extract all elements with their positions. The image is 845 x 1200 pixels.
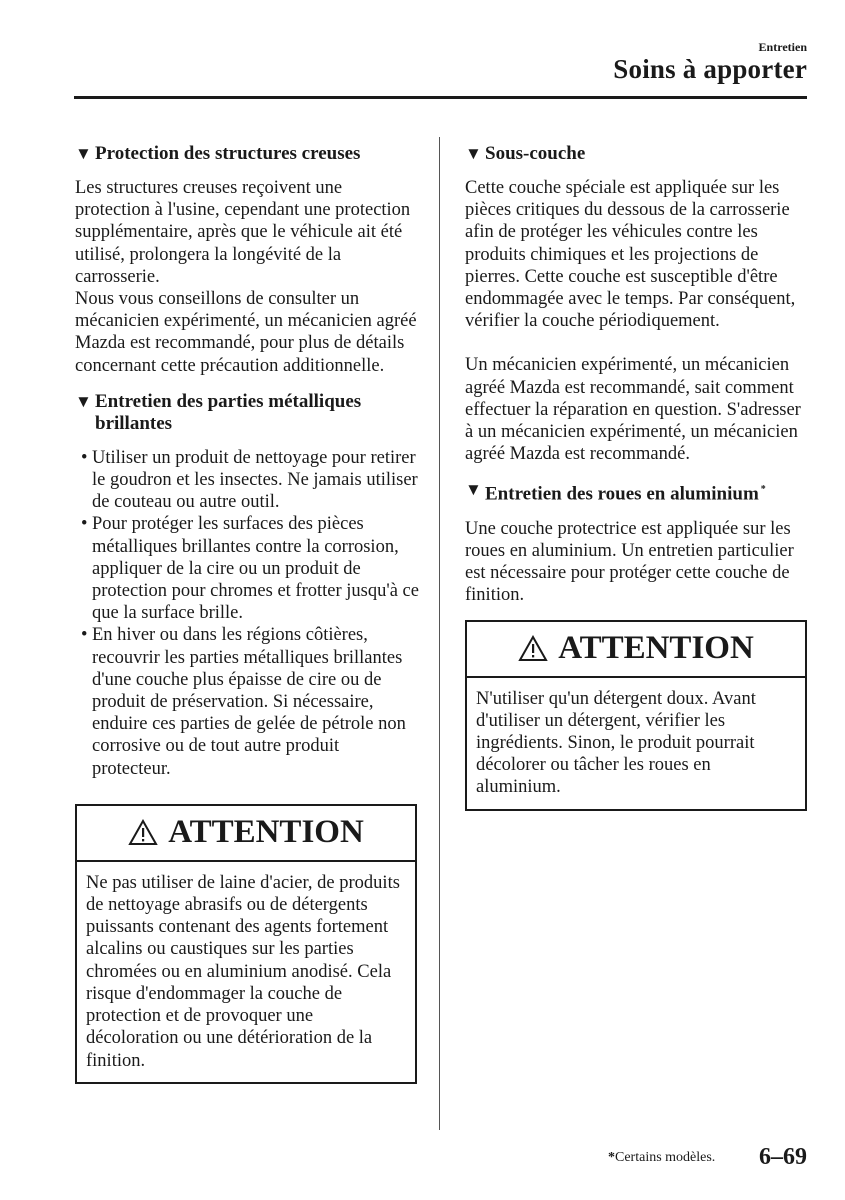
heading-text: Entretien des parties métalliques brillantes [95,390,362,434]
attention-box [75,804,417,1084]
attention-title: ATTENTION [168,814,364,851]
page-title: Soins à apporter [613,54,807,84]
heading-underbody [465,143,809,165]
warning-triangle-icon [128,819,158,846]
list-item: • En hiver ou dans les régions côtières, recouvrir les parties métalliques brillantes d'une couche plus épaisse de cire ou de produit de préservation. Si nécessaire, enduire ces parties de gelée de pétrole non corrosive ou de tout autre produit protecteur. [75,624,419,779]
column-divider [439,137,440,1130]
triangle-down-icon: ▼ [465,144,482,163]
paragraph: Une couche protectrice est appliquée sur les roues en aluminium. Un entretien particulier est nécessaire pour protéger cette couche de finition. [465,518,794,606]
heading-aluminium-wheels [465,479,809,505]
attention-text: N'utiliser qu'un détergent doux. Avant d'utiliser un détergent, vérifier les ingrédients. Sinon, le produit pourrait décolorer ou tâcher les roues en aluminium. [476,688,756,798]
footer-note-mark: * [608,1150,615,1165]
heading-text-wrap [485,479,766,505]
header-rule [74,96,807,99]
footer-note [608,1150,715,1166]
attention-title: ATTENTION [558,630,754,667]
bullet-list [75,447,419,780]
heading-text: Sous-couche [485,143,586,164]
page-number: 6–69 [759,1144,807,1170]
triangle-down-icon: ▼ [75,391,92,411]
footer-note-text: Certains modèles. [615,1150,716,1165]
triangle-down-icon: ▼ [75,144,92,163]
attention-header [467,622,805,678]
triangle-down-icon: ▼ [465,480,482,500]
list-item: • Pour protéger les surfaces des pièces métalliques brillantes contre la corrosion, appliquer de la cire ou un produit de protection pour chromes et frotter jusqu'à ce que la surface brille. [75,513,419,624]
list-item: • Utiliser un produit de nettoyage pour retirer le goudron et les insectes. Ne jamais utiliser de couteau ou autre outil. [75,447,419,514]
paragraph: Nous vous conseillons de consulter un mécanicien expérimenté, un mécanicien agréé Mazda est recommandé, pour plus de détails concernant cette précaution additionnelle. [75,289,417,376]
paragraph: Les structures creuses reçoivent une protection à l'usine, cependant une protection supplémentaire, après que le véhicule ait été utilisé, prolongera la longévité de la carrosserie. [75,178,411,287]
paragraph: Un mécanicien expérimenté, un mécanicien agréé Mazda est recommandé, sait comment effectuer la réparation en question. S'adresser à un mécanicien expérimenté, un mécanicien agréé Mazda est recommandé. [465,355,801,465]
heading-shiny-metal-parts [75,391,419,435]
left-column [75,143,419,1084]
model-note-mark: * [760,484,766,496]
heading-text: Entretien des roues en aluminium [485,483,759,505]
right-column [465,143,809,811]
attention-text: Ne pas utiliser de laine d'acier, de produits de nettoyage abrasifs ou de détergents puissants contenant des agents fortement alcalins ou caustiques sur les parties chromées ou en aluminium anodisé. Cela risque d'endommager la couche de protection et de provoquer une décoloration ou une détérioration de la finition. [86,872,400,1071]
heading-text: Protection des structures creuses [95,143,361,164]
attention-header [77,806,415,862]
attention-box [465,620,807,811]
warning-triangle-icon [518,635,548,662]
header-section-label: Entretien [758,40,807,54]
heading-hollow-structures [75,143,419,165]
paragraph: Cette couche spéciale est appliquée sur les pièces critiques du dessous de la carrosserie afin de protéger les véhicules contre les produits chimiques et les projections de pierres. Cette couche est susceptible d'être endommagée avec le temps. Par conséquent, vérifier la couche périodiquement. [465,178,796,332]
